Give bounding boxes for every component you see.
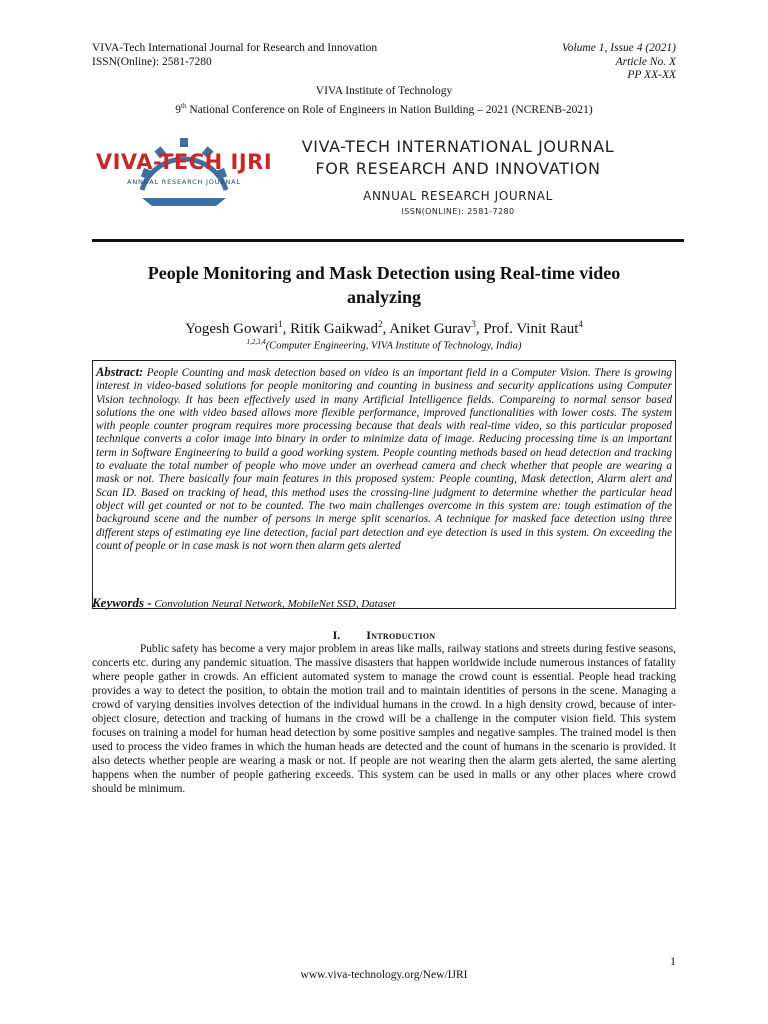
author-name: Aniket Gurav: [389, 321, 472, 337]
journal-title: [278, 136, 638, 180]
logo-tagline: ANNUAL RESEARCH JOURNAL: [127, 178, 241, 186]
author-list: Yogesh Gowari$^1$, Ritik Gaikwad$^2$, Aniket Gurav$^3$, Prof. Vinit Raut$^4$: [185, 319, 583, 337]
abstract-text: People Counting and mask detection based on video is an important field in a Computer Vision. There is growing interest in video-based solutions for people monitoring and counting in business and security applications using Computer Vision technology. It has been effectively used in many Artificial Intelligence fields. Compareing to normal sensor based solutions the one with video based allows more flexible performance, improved functionalities with lower costs. The system with people counter program requires more processing because that deals with real-time video, so this particular proposed technique converts a color image into binary in order to minimize data of image. Reducing processing time is an important term in Software Engineering to build a good working system. People counting methods based on head detection and tracking to evaluate the total number of people who move under an overhead camera and check whether that people are wearing a mask or not. There basically four main features in this proposed system: People counting, Mask detection, Alarm alert and Scan ID. Based on tracking of head, this method uses the crossing-line judgment to determine whether the particular head object will get counted or not to be counted. The two main challenges overcome in this system are: tough estimation of the background scene and the number of persons in merge split scenarios. A technique for masked face detection using three different steps of estimating eye line detection, facial part detection and eye detection is used in this system. On exceeding the count of people or in case mask is not worn then alarm gets alerted: [96, 367, 672, 552]
affiliation: [92, 338, 676, 352]
conference-number: 9: [175, 103, 182, 116]
author-name: Prof. Vinit Raut: [483, 321, 579, 337]
conference-block: [0, 84, 768, 118]
conference-name: [0, 99, 768, 118]
journal-logo: [94, 130, 274, 220]
author-name: Yogesh Gowari: [185, 321, 279, 337]
conference-number-suffix: th: [181, 102, 187, 110]
section-title: Introduction: [366, 628, 436, 642]
paper-title-line-2: analyzing: [346, 287, 421, 307]
article-number: Article No. X: [615, 55, 676, 68]
section-heading: [92, 628, 676, 643]
journal-title-line-1: VIVA-TECH INTERNATIONAL JOURNAL: [301, 137, 615, 156]
running-header-right: [562, 42, 676, 83]
introduction-paragraph: Public safety has become a very major problem in areas like malls, railway stations and streets during festive seasons, concerts etc. during any pandemic situation. The massive disasters that happen worldwide include numerous instances of fatality where people gather in crowds. An efficient automated system to manage the crowd count is essential. People head tracking provides a way to detect the position, to obtain the motion trail and to maintain identities of persons in the scene. Managing a crowd of varying densities involves detection of the individual humans in the crowd. In a high density crowd, because of inter-object closure, detection and tracking of humans in the crowd will be a challenge in the computer vision field. This system focuses on training a model for human head detection by some positive samples and negative samples. The trained model is then used to process the video frames in which the human heads are detected and the count of humans in the scenario is provided. It also detects whether people are wearing a mask or not. If people are not wearing then the alarm gets alerted, the same alerting happens when the number of people gathering exceeds. This system can be used in malls or any other places where crowd should be minimum.: [92, 643, 676, 795]
affiliation-text: (Computer Engineering, VIVA Institute of Technology, India): [265, 340, 522, 352]
institute-name: VIVA Institute of Technology: [315, 85, 453, 97]
running-header-left: [92, 42, 377, 69]
keywords-label: Keywords -: [92, 595, 152, 610]
paper-title: [92, 261, 676, 309]
conference-title: National Conference on Role of Engineers in Nation Building – 2021 (NCRENB-2021): [186, 103, 593, 116]
journal-subtitle: ANNUAL RESEARCH JOURNAL: [363, 189, 553, 203]
journal-issn: ISSN(Online): 2581-7280: [92, 55, 212, 68]
paper-title-line-1: People Monitoring and Mask Detection using Real-time video: [147, 263, 621, 283]
keywords: [92, 595, 676, 611]
journal-title-line-2: FOR RESEARCH AND INNOVATION: [315, 159, 601, 178]
journal-name: VIVA-Tech International Journal for Research and Innovation: [92, 42, 378, 54]
author-sup: 4: [578, 319, 583, 329]
abstract: [96, 366, 672, 553]
volume-issue: Volume 1, Issue 4 (2021): [561, 42, 676, 54]
keywords-text: Convolution Neural Network, MobileNet SSD, Dataset: [154, 598, 396, 610]
footer-url: www.viva-technology.org/New/IJRI: [300, 969, 468, 981]
author-name: Ritik Gaikwad: [290, 321, 379, 337]
section-number: I.: [332, 628, 341, 642]
affiliation-sup: 1,2,3,4: [246, 338, 266, 346]
page-number: 1: [670, 954, 676, 968]
author-sup: 1: [278, 319, 283, 329]
author-sup: 3: [471, 319, 476, 329]
journal-issn-banner: ISSN(ONLINE): 2581-7280: [401, 207, 515, 216]
page-range: PP XX-XX: [627, 69, 676, 81]
logo-wordmark: VIVA-TECH IJRI: [95, 150, 273, 174]
header-divider: [92, 239, 684, 242]
author-sup: 2: [378, 319, 383, 329]
abstract-label: Abstract:: [96, 365, 144, 379]
